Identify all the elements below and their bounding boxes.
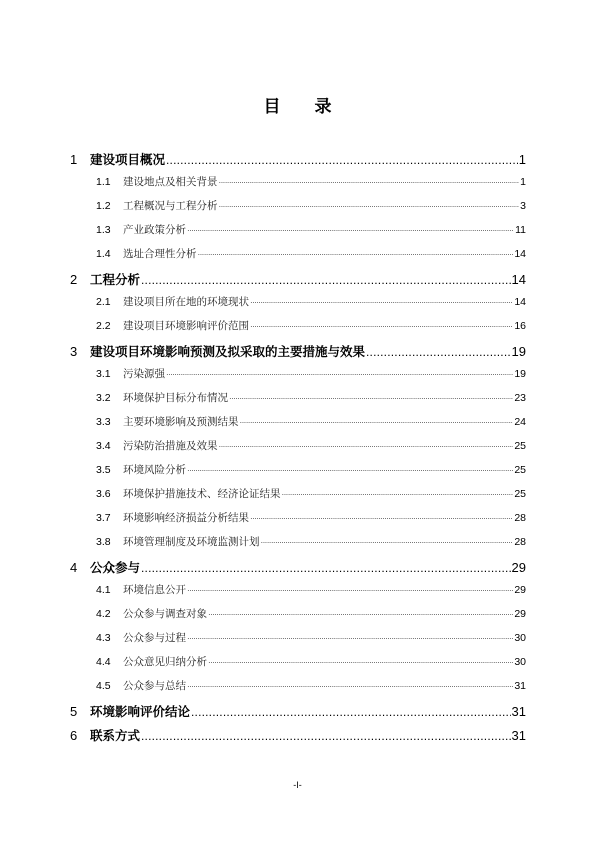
toc-entry-label: 环境信息公开 (123, 584, 186, 596)
toc-entry-number: 3.2 (96, 392, 111, 404)
toc-entry-page: 30 (514, 656, 526, 668)
toc-entry-number: 3.5 (96, 464, 111, 476)
toc-chapter-link[interactable] (70, 726, 526, 750)
toc-entry-label: 建设项目环境影响预测及拟采取的主要措施与效果 (90, 344, 366, 359)
toc-section-link[interactable] (96, 534, 526, 558)
toc-section-link[interactable] (96, 390, 526, 414)
toc-section-link[interactable] (96, 630, 526, 654)
toc-entry-number: 3.4 (96, 440, 111, 452)
toc-entry-number: 4.4 (96, 656, 111, 668)
toc-entry-number: 3 (70, 344, 78, 359)
toc-entry-number: 4.5 (96, 680, 111, 692)
toc-section-link[interactable] (96, 318, 526, 342)
toc-entry-label: 环境影响评价结论 (90, 704, 191, 719)
toc-entry-page: 19 (514, 368, 526, 380)
toc-entry-page: 25 (514, 464, 526, 476)
toc-entry-number: 4.1 (96, 584, 111, 596)
toc-entry-label: 选址合理性分析 (123, 248, 197, 260)
dot-leader (198, 248, 514, 260)
toc-entry-page: 16 (514, 320, 526, 332)
toc-entry-label: 工程分析 (90, 272, 141, 287)
toc-chapter-link[interactable] (70, 558, 526, 582)
dot-leader (219, 176, 520, 188)
dot-leader (166, 152, 518, 167)
dot-leader (166, 368, 513, 380)
toc-entry-number: 1 (70, 152, 78, 167)
dot-leader (229, 392, 513, 404)
toc-entry-page: 24 (514, 416, 526, 428)
toc-entry-label: 公众参与调查对象 (123, 608, 207, 620)
dot-leader (250, 512, 513, 524)
dot-leader (187, 584, 513, 596)
toc-entry-number: 5 (70, 704, 78, 719)
toc-entry-page: 11 (515, 224, 526, 236)
dot-leader (191, 704, 511, 719)
toc-section-link[interactable] (96, 366, 526, 390)
toc-entry-page: 30 (514, 632, 526, 644)
toc-entry-label: 公众参与过程 (123, 632, 186, 644)
toc-chapter-link[interactable] (70, 702, 526, 726)
toc-entry-number: 4.3 (96, 632, 111, 644)
toc-title: 目 录 (263, 97, 346, 117)
toc-entry-label: 主要环境影响及预测结果 (123, 416, 239, 428)
toc-section-link[interactable] (96, 606, 526, 630)
toc-entry-number: 2.1 (96, 296, 111, 308)
dot-leader (141, 272, 511, 287)
dot-leader (187, 224, 514, 236)
toc-entry-label: 建设项目环境影响评价范围 (123, 320, 249, 332)
dot-leader (240, 416, 514, 428)
dot-leader (141, 728, 511, 743)
toc-entry-number: 2 (70, 272, 78, 287)
toc-entry-page: 31 (511, 728, 526, 743)
toc-entry-label: 环境保护措施技术、经济论证结果 (123, 488, 281, 500)
toc-entry-number: 2.2 (96, 320, 111, 332)
toc-entry-number: 6 (70, 728, 78, 743)
toc-entry-number: 1.1 (96, 176, 111, 188)
toc-entry-page: 14 (514, 248, 526, 260)
toc-entry-number: 1.3 (96, 224, 111, 236)
toc-entry-page: 25 (514, 488, 526, 500)
toc-entry-page: 14 (514, 296, 526, 308)
dot-leader (219, 200, 520, 212)
dot-leader (250, 296, 513, 308)
toc-entry-number: 1.4 (96, 248, 111, 260)
toc-section-link[interactable] (96, 438, 526, 462)
toc-section-link[interactable] (96, 510, 526, 534)
toc-entry-label: 建设项目所在地的环境现状 (123, 296, 249, 308)
dot-leader (366, 344, 511, 359)
toc-chapter-link[interactable] (70, 270, 526, 294)
toc-section-link[interactable] (96, 294, 526, 318)
toc-entry-page: 19 (511, 344, 526, 359)
dot-leader (208, 656, 513, 668)
toc-entry-number: 3.3 (96, 416, 111, 428)
toc-entry-page: 31 (511, 704, 526, 719)
toc-entry-label: 环境影响经济损益分析结果 (123, 512, 249, 524)
toc-section-link[interactable] (96, 414, 526, 438)
toc-entry-label: 环境风险分析 (123, 464, 186, 476)
toc-entry-label: 产业政策分析 (123, 224, 186, 236)
dot-leader (187, 680, 513, 692)
toc-section-link[interactable] (96, 654, 526, 678)
toc-entry-label: 公众意见归纳分析 (123, 656, 207, 668)
dot-leader (208, 608, 513, 620)
toc-section-link[interactable] (96, 582, 526, 606)
toc-entry-number: 4.2 (96, 608, 111, 620)
toc-entry-label: 建设地点及相关背景 (123, 176, 218, 188)
toc-entry-label: 污染防治措施及效果 (123, 440, 218, 452)
toc-entry-label: 环境管理制度及环境监测计划 (123, 536, 260, 548)
toc-entry-page: 28 (514, 536, 526, 548)
toc-entry-page: 14 (511, 272, 526, 287)
toc-chapter-link[interactable] (70, 150, 526, 174)
toc-entry-label: 公众参与 (90, 560, 141, 575)
dot-leader (282, 488, 514, 500)
dot-leader (250, 320, 513, 332)
toc-entry-label: 工程概况与工程分析 (123, 200, 218, 212)
toc-entry-page: 1 (518, 152, 526, 167)
toc-entry-number: 1.2 (96, 200, 111, 212)
toc-section-link[interactable] (96, 198, 526, 222)
toc-entry-number: 3.1 (96, 368, 111, 380)
toc-entry-page: 23 (514, 392, 526, 404)
toc-section-link[interactable] (96, 246, 526, 270)
toc-entry-page: 3 (520, 200, 526, 212)
toc-entry-page: 25 (514, 440, 526, 452)
toc-entry-page: 28 (514, 512, 526, 524)
toc-entry-number: 3.8 (96, 536, 111, 548)
toc-entry-label: 建设项目概况 (90, 152, 166, 167)
dot-leader (187, 464, 513, 476)
dot-leader (261, 536, 514, 548)
toc-entry-page: 29 (514, 584, 526, 596)
dot-leader (187, 632, 513, 644)
toc-entry-number: 3.6 (96, 488, 111, 500)
toc-entry-label: 公众参与总结 (123, 680, 186, 692)
toc-section-link[interactable] (96, 678, 526, 702)
toc-entry-page: 31 (514, 680, 526, 692)
toc-section-link[interactable] (96, 462, 526, 486)
dot-leader (219, 440, 514, 452)
toc-section-link[interactable] (96, 222, 526, 246)
toc-entry-label: 环境保护目标分布情况 (123, 392, 228, 404)
toc-entry-label: 污染源强 (123, 368, 165, 380)
toc-entry-label: 联系方式 (90, 728, 141, 743)
dot-leader (141, 560, 511, 575)
toc-entry-page: 1 (520, 176, 526, 188)
toc-entry-number: 4 (70, 560, 78, 575)
toc-section-link[interactable] (96, 486, 526, 510)
toc-entry-number: 3.7 (96, 512, 111, 524)
toc-chapter-link[interactable] (70, 342, 526, 366)
toc-section-link[interactable] (96, 174, 526, 198)
toc-entry-page: 29 (511, 560, 526, 575)
toc-entry-page: 29 (514, 608, 526, 620)
page-number: -I- (293, 780, 302, 790)
